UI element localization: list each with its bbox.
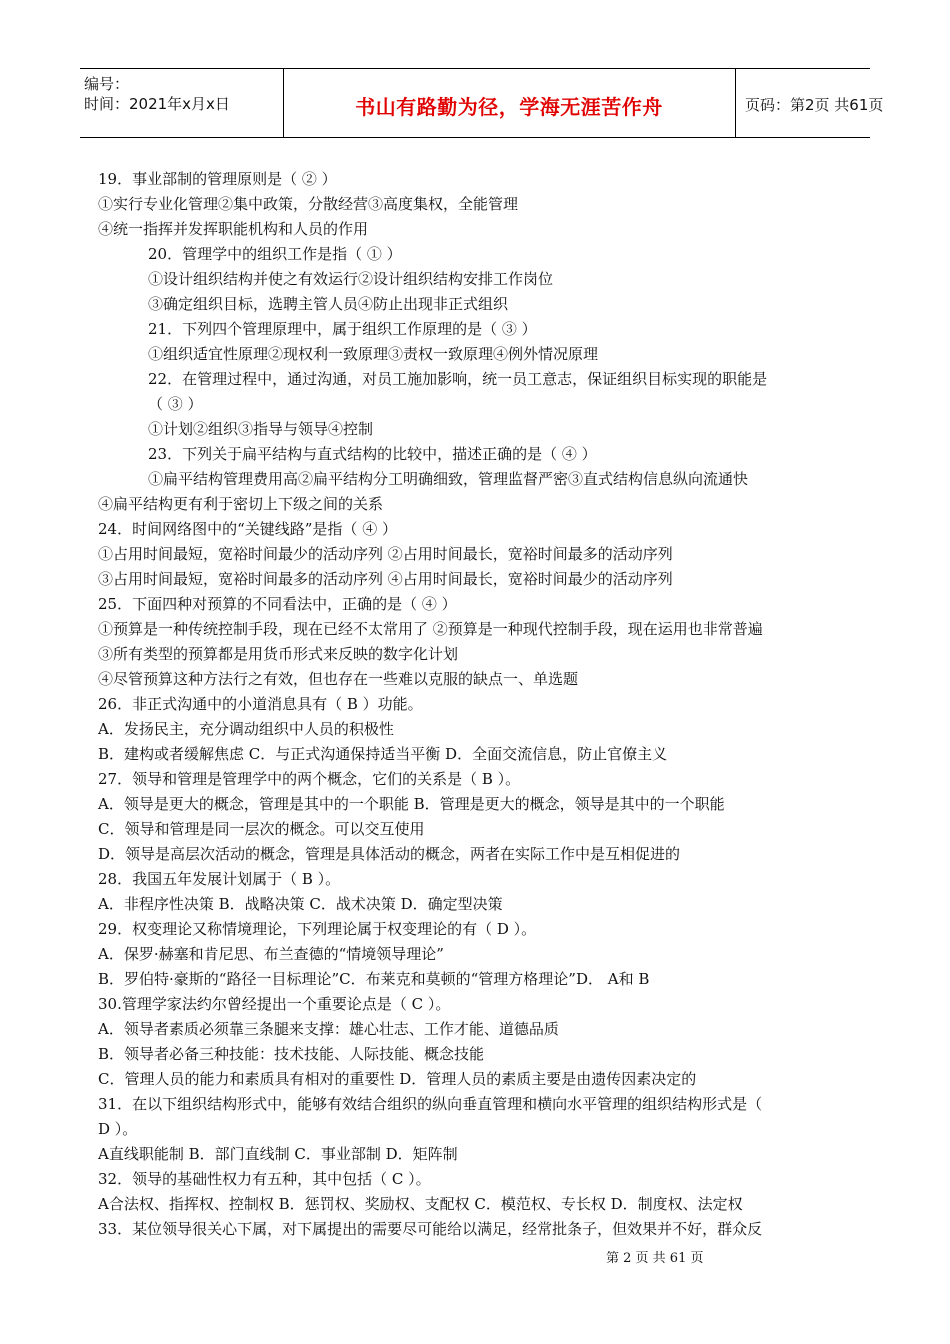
text-line: ①设计组织结构并使之有效运行②设计组织结构安排工作岗位 xyxy=(148,270,554,288)
text-line: ④统一指挥并发挥职能机构和人员的作用 xyxy=(98,220,369,238)
text-line: 33．某位领导很关心下属，对下属提出的需要尽可能给以满足，经常批条子，但效果并不好，群众反 xyxy=(98,1220,763,1238)
text-line: 19．事业部制的管理原则是（ ② ） xyxy=(98,170,337,188)
text-line: D ）。 xyxy=(98,1120,138,1138)
text-line: ①扁平结构管理费用高②扁平结构分工明确细致，管理监督严密③直式结构信息纵向流通快 xyxy=(148,470,749,488)
text-line: B．罗伯特·豪斯的“路径一目标理论”C．布莱克和莫顿的“管理方格理论”D． A和 B xyxy=(98,970,650,988)
text-line: 24．时间网络图中的“关键线路”是指（ ④ ） xyxy=(98,520,397,538)
text-line: ③所有类型的预算都是用货币形式来反映的数字化计划 xyxy=(98,645,459,663)
text-line: C．领导和管理是同一层次的概念。可以交互使用 xyxy=(98,820,425,838)
document-number-label: 编号： xyxy=(84,75,130,93)
page-footer: 第 2 页 共 61 页 xyxy=(606,1251,704,1266)
header-motto-cell xyxy=(283,69,736,137)
text-line: C．管理人员的能力和素质具有相对的重要性 D．管理人员的素质主要是由遗传因素决定的 xyxy=(98,1070,697,1088)
header-meta-cell xyxy=(80,69,284,137)
text-line: ④扁平结构更有利于密切上下级之间的关系 xyxy=(98,495,384,513)
text-line: A合法权、指挥权、控制权 B．惩罚权、奖励权、支配权 C．模范权、专长权 D．制度权、法定权 xyxy=(98,1195,743,1213)
text-line: B．领导者必备三种技能：技术技能、人际技能、概念技能 xyxy=(98,1045,485,1063)
text-line: ①占用时间最短，宽裕时间最少的活动序列 ②占用时间最长，宽裕时间最多的活动序列 xyxy=(98,545,673,563)
text-line: 21．下列四个管理原理中，属于组织工作原理的是（ ③ ） xyxy=(148,320,537,338)
text-line: 29．权变理论又称情境理论，下列理论属于权变理论的有（ D ）。 xyxy=(98,920,537,938)
text-line: 27．领导和管理是管理学中的两个概念，它们的关系是（ B ）。 xyxy=(98,770,521,788)
header-page-info: 页码：第2页 共61页 xyxy=(745,96,884,114)
text-line: ①组织适宜性原理②现权利一致原理③责权一致原理④例外情况原理 xyxy=(148,345,599,363)
text-line: （ ③ ） xyxy=(148,395,203,413)
text-line: A．保罗·赫塞和肯尼思、布兰查德的“情境领导理论” xyxy=(98,945,444,963)
document-date-label: 时间：2021年x月x日 xyxy=(84,95,230,113)
text-line: 20．管理学中的组织工作是指（ ① ） xyxy=(148,245,402,263)
text-line: ④尽管预算这种方法行之有效，但也存在一些难以克服的缺点一、单选题 xyxy=(98,670,579,688)
text-line: A．发扬民主，充分调动组织中人员的积极性 xyxy=(98,720,394,738)
text-line: 31．在以下组织结构形式中，能够有效结合组织的纵向垂直管理和横向水平管理的组织结构形式是（ xyxy=(98,1095,763,1113)
header-motto: 书山有路勤为径，学海无涯苦作舟 xyxy=(355,95,663,119)
text-line: A．非程序性决策 B．战略决策 C．战术决策 D．确定型决策 xyxy=(98,895,503,913)
text-line: ①预算是一种传统控制手段，现在已经不太常用了 ②预算是一种现代控制手段，现在运用也非常普遍 xyxy=(98,620,763,638)
text-line: D．领导是高层次活动的概念，管理是具体活动的概念，两者在实际工作中是互相促进的 xyxy=(98,845,681,863)
text-line: 26．非正式沟通中的小道消息具有（ B ）功能。 xyxy=(98,695,423,713)
text-line: A．领导者素质必须靠三条腿来支撑：雄心壮志、工作才能、道德品质 xyxy=(98,1020,559,1038)
text-line: ①实行专业化管理②集中政策，分散经营③高度集权，全能管理 xyxy=(98,195,519,213)
text-line: 32．领导的基础性权力有五种，其中包括（ C ）。 xyxy=(98,1170,431,1188)
text-line: ③占用时间最短，宽裕时间最多的活动序列 ④占用时间最长，宽裕时间最少的活动序列 xyxy=(98,570,673,588)
text-line: A直线职能制 B．部门直线制 C．事业部制 D．矩阵制 xyxy=(98,1145,458,1163)
text-line: A．领导是更大的概念，管理是其中的一个职能 B．管理是更大的概念，领导是其中的一个职能 xyxy=(98,795,725,813)
text-line: 22．在管理过程中，通过沟通，对员工施加影响，统一员工意志，保证组织目标实现的职能是 xyxy=(148,370,768,388)
text-line: ③确定组织目标，选聘主管人员④防止出现非正式组织 xyxy=(148,295,509,313)
text-line: ①计划②组织③指导与领导④控制 xyxy=(148,420,374,438)
text-line: B．建构或者缓解焦虑 C．与正式沟通保持适当平衡 D．全面交流信息，防止官僚主义 xyxy=(98,745,668,763)
text-line: 23．下列关于扁平结构与直式结构的比较中，描述正确的是（ ④ ） xyxy=(148,445,597,463)
text-line: 25．下面四种对预算的不同看法中，正确的是（ ④ ） xyxy=(98,595,457,613)
page-header xyxy=(80,68,884,138)
text-line: 28．我国五年发展计划属于（ B ）。 xyxy=(98,870,341,888)
text-line: 30.管理学家法约尔曾经提出一个重要论点是（ C ）。 xyxy=(98,995,451,1013)
header-page-cell xyxy=(735,69,884,137)
